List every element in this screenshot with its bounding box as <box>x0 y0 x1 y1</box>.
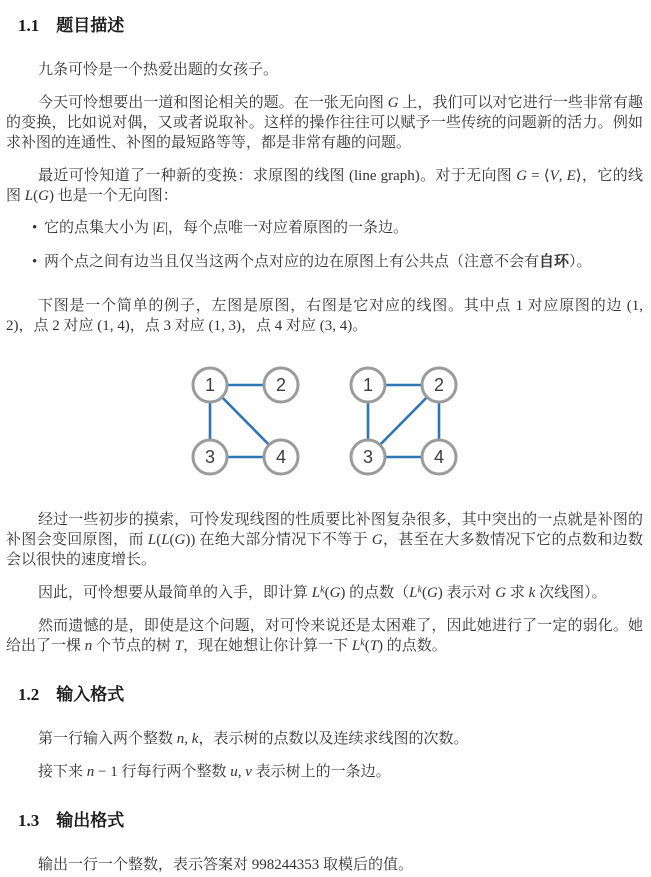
text-run: ( <box>364 638 370 654</box>
text-run: k <box>417 584 422 596</box>
graph-node-label: 4 <box>275 447 286 467</box>
text-run: 它的点集大小为 | <box>44 220 156 236</box>
text-run: k <box>360 637 365 649</box>
section-1-1 <box>6 16 643 656</box>
text-run: ( <box>156 532 162 548</box>
paragraph <box>6 166 643 206</box>
text-run: 输出一行一个整数，表示答案对 998244353 取模后的值。 <box>38 857 414 873</box>
graph-node-label: 1 <box>362 375 373 395</box>
text-run: u, v <box>230 764 252 780</box>
text-run: ( <box>169 532 175 548</box>
section-title: 题目描述 <box>56 16 125 35</box>
text-run: ) 的点数（ <box>340 585 410 601</box>
text-run: 然而遗憾的是，即使是这个问题，对可怜来说还是太困难了，因此她进行了一定的弱化。她给出了一棵 <box>6 618 643 654</box>
text-run: 求 <box>506 585 529 601</box>
text-run: n <box>86 764 95 780</box>
text-run: G <box>38 188 49 204</box>
text-run: L <box>351 638 361 654</box>
paragraph <box>6 762 643 782</box>
bullet-item <box>44 218 643 238</box>
section-heading <box>18 811 643 831</box>
text-run: ，表示树的点数以及连续求线图的次数。 <box>198 731 469 747</box>
paragraph <box>6 616 643 656</box>
section-1-2 <box>6 685 643 782</box>
text-run: 因此，可怜想要从最简单的入手，即计算 <box>38 585 312 601</box>
text-run: G <box>426 585 438 601</box>
document-body <box>6 16 643 875</box>
text-run: ( <box>324 585 330 601</box>
paragraph <box>6 510 643 570</box>
text-run: ，甚至在大多数情况下它的点数和边数会以很快的速度增长。 <box>6 532 643 568</box>
text-run: G <box>495 585 507 601</box>
section-title: 输入格式 <box>56 685 125 704</box>
text-run: 个节点的树 <box>92 638 175 654</box>
text-run: G <box>174 532 186 548</box>
text-run: = ⟨ <box>527 168 550 184</box>
line-graph <box>329 352 479 497</box>
text-run: n, k <box>176 731 199 747</box>
text-run: ）。 <box>569 254 592 270</box>
text-run: ) 的点数。 <box>378 638 447 654</box>
text-run: k <box>528 585 536 601</box>
paragraph <box>6 60 643 80</box>
text-run: L <box>147 532 157 548</box>
graph-node-label: 1 <box>204 375 215 395</box>
text-run: G <box>371 532 383 548</box>
paragraph <box>6 729 643 749</box>
graph-node-label: 3 <box>362 447 373 467</box>
paragraph <box>6 855 643 875</box>
text-run: L <box>311 585 321 601</box>
section-title: 输出格式 <box>56 811 125 830</box>
text-run: G <box>387 95 399 111</box>
text-run: ) 也是一个无向图： <box>48 188 178 204</box>
text-run: , <box>558 168 567 184</box>
text-run: 最近可怜知道了一种新的变换：求原图的线图 (line graph)。对于无向图 <box>38 168 517 184</box>
section-heading <box>18 16 643 36</box>
text-run: 九条可怜是一个热爱出题的女孩子。 <box>38 62 279 78</box>
text-run: G <box>516 168 528 184</box>
text-run: 第一行输入两个整数 <box>38 731 177 747</box>
text-run: ⟩，它的线图 <box>6 168 644 204</box>
text-run: V <box>549 168 559 184</box>
text-run: 上，我们可以对它进行一些非常有趣的变换，比如说对偶，又或者说取补。这样的操作往往可以赋予一些传统的问题新的活力。例如求补图的连通性、补图的最短路等等，都是非常有趣的问题。 <box>6 95 643 151</box>
text-run: ) 表示对 <box>437 585 496 601</box>
text-run: L <box>409 585 418 601</box>
graph-node-label: 4 <box>433 447 444 467</box>
text-run: 经过一些初步的摸索，可怜发现线图的性质要比补图复杂很多，其中突出的一点就是补图的补图会变回原图，而 <box>6 512 643 548</box>
section-number: 1.2 <box>18 685 40 704</box>
section-heading <box>18 685 643 705</box>
graph-node-label: 2 <box>275 375 286 395</box>
text-run: )) 在绝大部分情况下不等于 <box>185 532 372 548</box>
text-run: T <box>174 638 184 654</box>
text-run: n <box>84 638 93 654</box>
text-run: G <box>329 585 341 601</box>
section-number: 1.3 <box>18 811 40 830</box>
text-run: E <box>155 220 165 236</box>
text-run: ，现在她想让你计算一下 <box>183 638 352 654</box>
paragraph <box>6 296 643 336</box>
paragraph <box>6 583 643 603</box>
text-run: 次线图）。 <box>535 585 607 601</box>
text-run: ( <box>33 188 39 204</box>
section-1-3 <box>6 811 643 875</box>
text-run: ( <box>421 585 427 601</box>
text-run: L <box>161 532 170 548</box>
text-run: L <box>24 188 34 204</box>
text-run: 表示树上的一条边。 <box>251 764 391 780</box>
text-run: − 1 行每行两个整数 <box>94 764 231 780</box>
text-run: |，每个点唯一对应着原图的一条边。 <box>164 220 408 236</box>
graph-node-label: 2 <box>433 375 444 395</box>
bullet-item <box>44 252 643 272</box>
graph-node-label: 3 <box>204 447 215 467</box>
text-run: 两个点之间有边当且仅当这两个点对应的边在原图上有公共点（注意不会有 <box>44 254 540 270</box>
text-run: 今天可怜想要出一道和图论相关的题。在一张无向图 <box>38 95 388 111</box>
paragraph <box>6 93 643 153</box>
text-run: T <box>369 638 379 654</box>
graphs-figure <box>6 352 643 497</box>
text-run: 下图是一个简单的例子，左图是原图，右图是它对应的线图。其中点 1 对应原图的边 (1, 2)，点 2 对应 (1, 4)，点 3 对应 (1, 3)，点 4 对应 (3, 4)。 <box>6 298 643 334</box>
text-run: k <box>320 584 325 596</box>
text-run: 自环 <box>539 254 570 270</box>
section-number: 1.1 <box>18 16 40 35</box>
text-run: 接下来 <box>38 764 87 780</box>
text-run: E <box>566 168 576 184</box>
bullet-list <box>6 218 643 272</box>
original-graph <box>171 352 321 497</box>
